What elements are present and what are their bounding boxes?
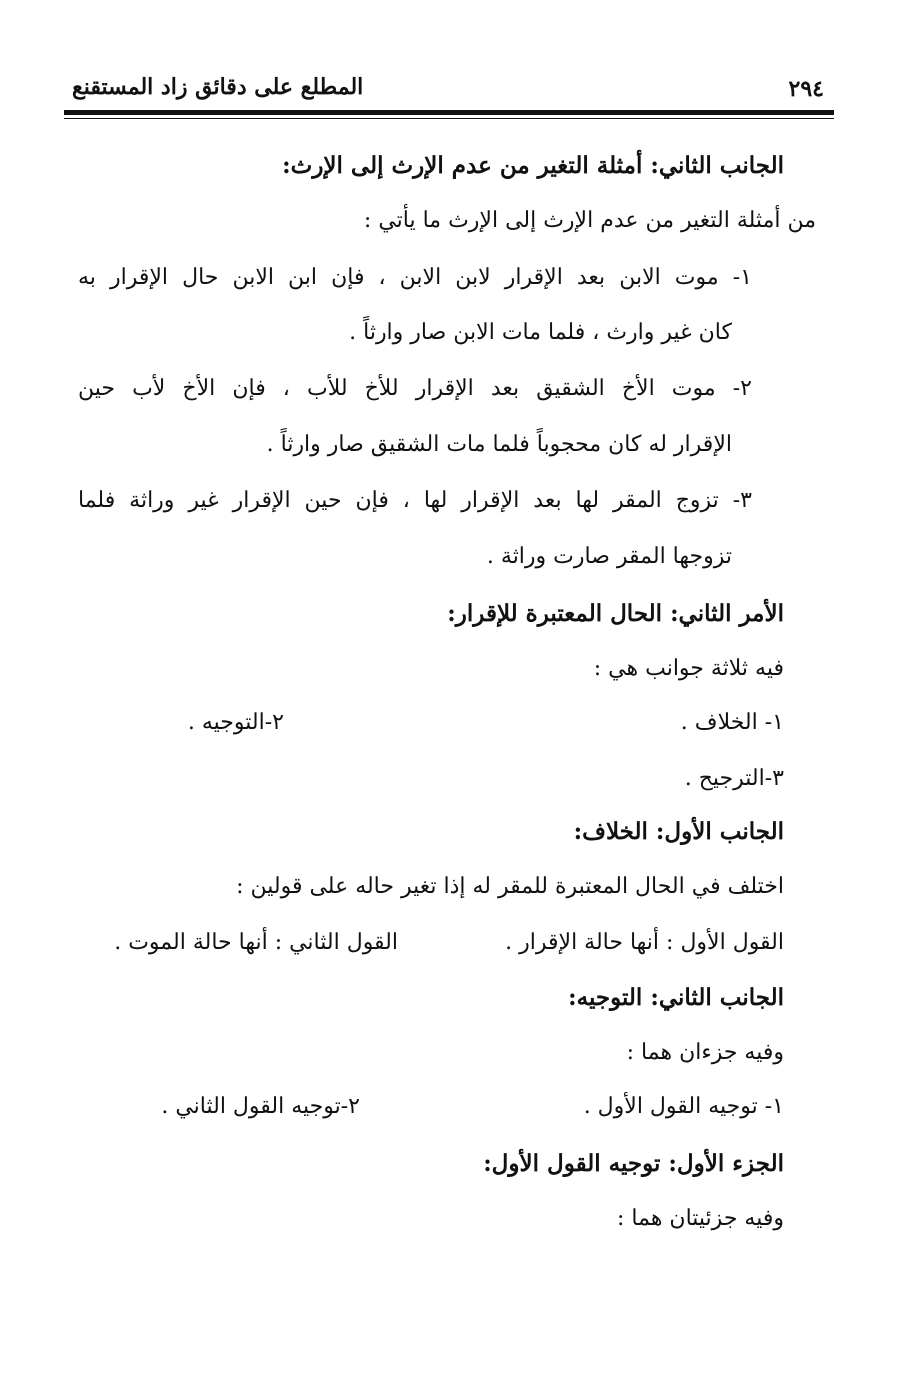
paragraph: وفيه جزئيتان هما :	[617, 1206, 784, 1231]
section-heading: الجانب الثاني: أمثلة التغير من عدم الإرث إلى الإرث:	[282, 152, 784, 179]
section-heading: الأمر الثاني: الحال المعتبرة للإقرار:	[447, 600, 784, 627]
opinion: القول الأول : أنها حالة الإقرار .	[505, 930, 784, 955]
header-rule-thin	[64, 118, 834, 119]
list-item: ١- الخلاف .	[680, 710, 784, 735]
list-item: ٢-التوجيه .	[187, 710, 284, 735]
section-heading: الجانب الثاني: التوجيه:	[568, 984, 784, 1011]
list-item-line: الإقرار له كان محجوباً فلما مات الشقيق صار وارثاً .	[266, 432, 732, 457]
paragraph: وفيه جزءان هما :	[626, 1040, 784, 1065]
list-item-line: كان غير وارث ، فلما مات الابن صار وارثاً .	[349, 320, 732, 345]
list-item: ٣-الترجيح .	[684, 766, 784, 791]
list-item-line: ١- موت الابن بعد الإقرار لابن الابن ، فإن ابن الابن حال الإقرار به	[78, 265, 752, 290]
section-heading: الجزء الأول: توجيه القول الأول:	[483, 1150, 784, 1177]
list-item-line: ٣- تزوج المقر لها بعد الإقرار لها ، فإن حين الإقرار غير وراثة فلما	[78, 488, 752, 513]
paragraph: اختلف في الحال المعتبرة للمقر له إذا تغير حاله على قولين :	[236, 874, 784, 899]
page-number: ٢٩٤	[788, 76, 824, 102]
list-item: ٢-توجيه القول الثاني .	[161, 1094, 360, 1119]
paragraph: من أمثلة التغير من عدم الإرث إلى الإرث ما يأتي :	[363, 208, 816, 233]
paragraph: فيه ثلاثة جوانب هي :	[593, 656, 784, 681]
list-item-line: تزوجها المقر صارت وراثة .	[486, 544, 732, 569]
page-header	[64, 70, 834, 110]
section-heading: الجانب الأول: الخلاف:	[573, 818, 784, 845]
header-rule-thick	[64, 110, 834, 115]
opinion: القول الثاني : أنها حالة الموت .	[114, 930, 398, 955]
book-title: المطلع على دقائق زاد المستقنع	[72, 74, 364, 100]
list-item-line: ٢- موت الأخ الشقيق بعد الإقرار للأخ للأب ، فإن الأخ لأب حين	[78, 376, 752, 401]
list-item: ١- توجيه القول الأول .	[583, 1094, 784, 1119]
